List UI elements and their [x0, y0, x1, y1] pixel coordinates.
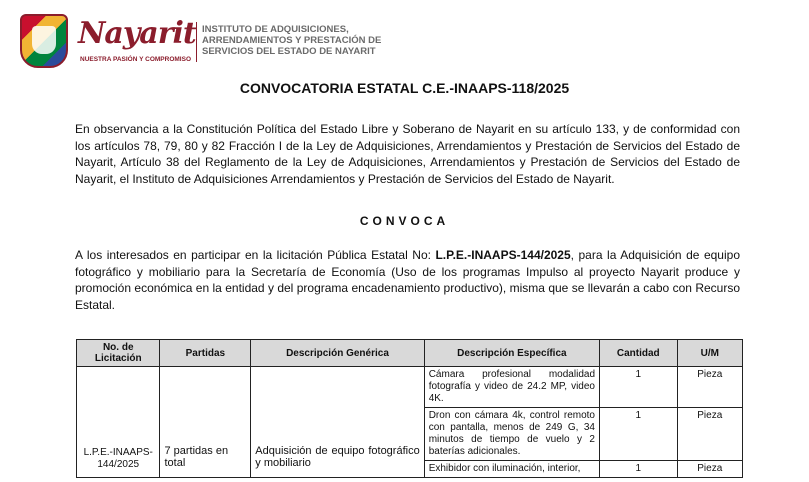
header-no-licitacion: No. de Licitación: [77, 340, 160, 367]
header-descripcion-especifica: Descripción Específica: [424, 340, 599, 367]
intro-paragraph: En observancia a la Constitución Política del Estado Libre y Soberano de Nayarit en su artículo 133, y de conformidad con los artículos 78, 79, 80 y 82 Fracción I de la Ley de Adquisiciones, Arrendamientos y Prestación de Servicios del Estado de Nayarit, Artículo 38 del Reglamento de la Ley de Adquisiciones, Arrendamientos y Prestación de Servicios del Estado de Nayarit, el Instituto de Adquisiciones Arrendamientos y Prestación de Servicios del Estado de Nayarit.: [75, 122, 740, 187]
header-partidas: Partidas: [160, 340, 251, 367]
header-descripcion-generica: Descripción Genérica: [251, 340, 424, 367]
body-paragraph: [75, 247, 740, 314]
cell-cantidad: 1: [600, 367, 678, 408]
cell-licitacion: L.P.E.-INAAPS-144/2025: [77, 367, 160, 478]
cell-partidas: 7 partidas en total: [160, 367, 251, 478]
cell-um: Pieza: [677, 367, 742, 408]
institute-line-3: SERVICIOS DEL ESTADO DE NAYARIT: [202, 46, 376, 57]
cell-cantidad: 1: [600, 408, 678, 461]
institute-line-2: ARRENDAMIENTOS Y PRESTACIÓN DE: [202, 35, 382, 46]
tender-number: L.P.E.-INAAPS-144/2025: [435, 248, 571, 262]
cell-descripcion-generica: Adquisición de equipo fotográfico y mobiliario: [251, 367, 424, 478]
letterhead: [18, 14, 398, 70]
body-text-after: , para la Adquisición de equipo fotográfico y mobiliario para la Secretaría de Economía (Uso de los programas Impulso al proyecto Nayarit produce y promoción económica en la entidad y del programa encadenamiento productivo), misma que se llevarán a cabo con Recurso Estatal.: [75, 248, 740, 313]
cell-especifica: Exhibidor con iluminación, interior,: [424, 461, 599, 478]
header-um: U/M: [677, 340, 742, 367]
institute-name: [202, 24, 402, 57]
state-crest-logo: [20, 14, 68, 68]
body-text-before: A los interesados en participar en la licitación Pública Estatal No:: [75, 248, 436, 262]
table-row: [77, 367, 743, 408]
document-title: CONVOCATORIA ESTATAL C.E.-INAAPS-118/2025: [239, 80, 570, 96]
brand-name: Nayarit: [78, 16, 196, 51]
cell-especifica: Dron con cámara 4k, control remoto con pantalla, menos de 249 G, 34 minutos de tiempo de vuelo y 2 baterías adicionales.: [424, 408, 599, 461]
institute-line-1: INSTITUTO DE ADQUISICIONES,: [202, 24, 349, 35]
cell-um: Pieza: [677, 461, 742, 478]
table-header-row: [77, 340, 743, 367]
cell-cantidad: 1: [600, 461, 678, 478]
tender-table: [76, 339, 743, 478]
header-cantidad: Cantidad: [600, 340, 678, 367]
brand-slogan: NUESTRA PASIÓN Y COMPROMISO: [80, 56, 191, 63]
header-divider: [196, 22, 197, 62]
convoca-heading: CONVOCA: [359, 214, 450, 228]
nayarit-logo: [72, 16, 196, 64]
crest-shield-icon: [32, 26, 56, 54]
cell-especifica: Cámara profesional modalidad fotografía y video de 24.2 MP, video 4K.: [424, 367, 599, 408]
cell-um: Pieza: [677, 408, 742, 461]
